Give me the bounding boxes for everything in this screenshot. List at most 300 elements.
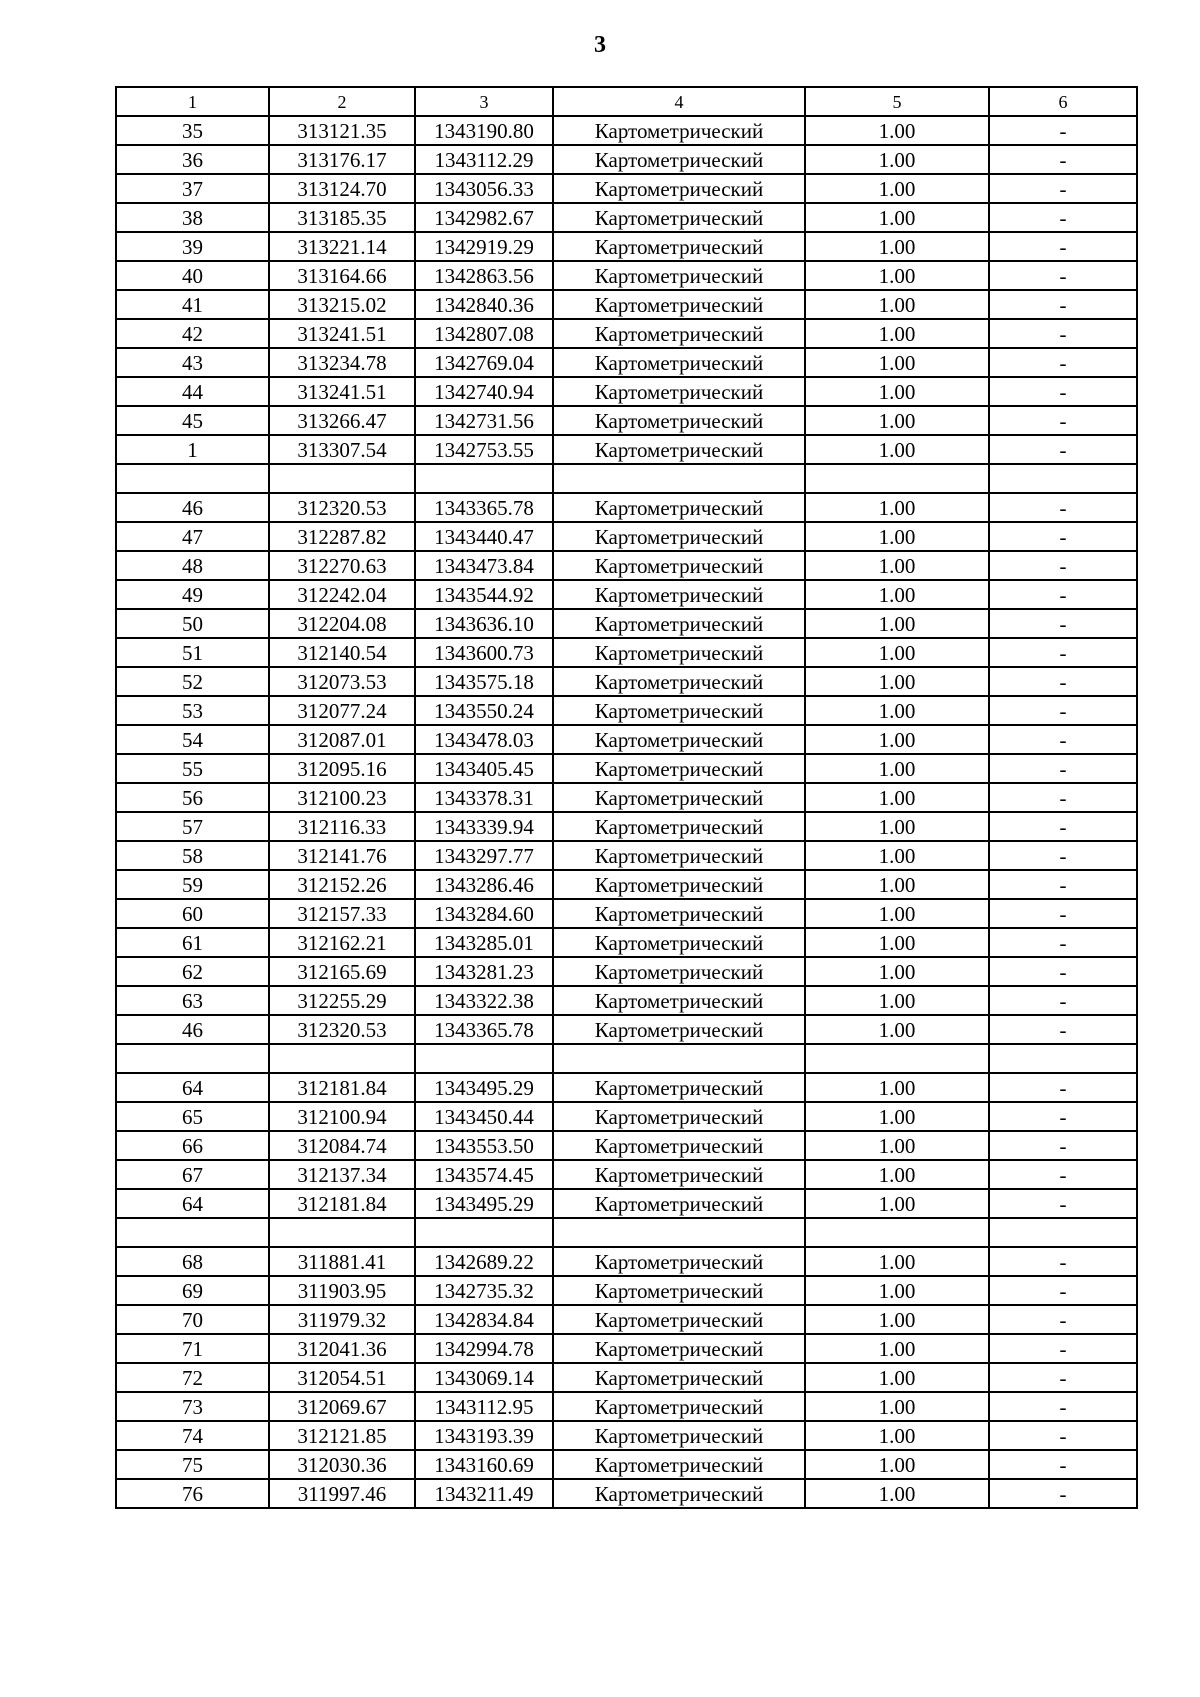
method-cell: Картометрический [553, 667, 805, 696]
accuracy-cell [805, 464, 989, 493]
accuracy-cell: 1.00 [805, 203, 989, 232]
x-coordinate-cell: 313215.02 [269, 290, 415, 319]
x-coordinate-cell: 313241.51 [269, 319, 415, 348]
point-number-cell: 67 [116, 1160, 269, 1189]
table-row [116, 1073, 1137, 1102]
point-number-cell: 45 [116, 406, 269, 435]
accuracy-cell: 1.00 [805, 174, 989, 203]
method-cell: Картометрический [553, 1421, 805, 1450]
point-number-cell: 68 [116, 1247, 269, 1276]
method-cell: Картометрический [553, 1073, 805, 1102]
y-coordinate-cell: 1343544.92 [415, 580, 553, 609]
accuracy-cell: 1.00 [805, 986, 989, 1015]
y-coordinate-cell: 1343478.03 [415, 725, 553, 754]
accuracy-cell: 1.00 [805, 522, 989, 551]
method-cell: Картометрический [553, 841, 805, 870]
accuracy-cell: 1.00 [805, 754, 989, 783]
y-coordinate-cell: 1342735.32 [415, 1276, 553, 1305]
y-coordinate-cell: 1343285.01 [415, 928, 553, 957]
method-cell: Картометрический [553, 116, 805, 145]
point-number-cell: 42 [116, 319, 269, 348]
x-coordinate-cell: 313164.66 [269, 261, 415, 290]
x-coordinate-cell [269, 464, 415, 493]
note-cell: - [989, 580, 1137, 609]
method-cell: Картометрический [553, 435, 805, 464]
table-row [116, 1450, 1137, 1479]
point-number-cell: 59 [116, 870, 269, 899]
note-cell: - [989, 1131, 1137, 1160]
y-coordinate-cell [415, 1044, 553, 1073]
x-coordinate-cell: 312077.24 [269, 696, 415, 725]
note-cell: - [989, 232, 1137, 261]
x-coordinate-cell: 312084.74 [269, 1131, 415, 1160]
note-cell: - [989, 725, 1137, 754]
accuracy-cell: 1.00 [805, 1479, 989, 1508]
point-number-cell: 46 [116, 1015, 269, 1044]
point-number-cell: 35 [116, 116, 269, 145]
table-row [116, 1131, 1137, 1160]
x-coordinate-cell: 312073.53 [269, 667, 415, 696]
table-row [116, 1392, 1137, 1421]
accuracy-cell: 1.00 [805, 1276, 989, 1305]
note-cell: - [989, 783, 1137, 812]
table-row [116, 319, 1137, 348]
point-number-cell: 44 [116, 377, 269, 406]
point-number-cell: 49 [116, 580, 269, 609]
point-number-cell: 74 [116, 1421, 269, 1450]
note-cell: - [989, 1334, 1137, 1363]
accuracy-cell: 1.00 [805, 899, 989, 928]
accuracy-cell: 1.00 [805, 783, 989, 812]
table-row [116, 899, 1137, 928]
y-coordinate-cell: 1343284.60 [415, 899, 553, 928]
table-row [116, 261, 1137, 290]
y-coordinate-cell: 1343495.29 [415, 1189, 553, 1218]
table-row [116, 783, 1137, 812]
note-cell: - [989, 1189, 1137, 1218]
point-number-cell: 56 [116, 783, 269, 812]
note-cell: - [989, 928, 1137, 957]
x-coordinate-cell: 312157.33 [269, 899, 415, 928]
accuracy-cell: 1.00 [805, 841, 989, 870]
accuracy-cell: 1.00 [805, 638, 989, 667]
table-row [116, 290, 1137, 319]
method-cell: Картометрический [553, 1102, 805, 1131]
point-number-cell: 38 [116, 203, 269, 232]
method-cell: Картометрический [553, 928, 805, 957]
method-cell: Картометрический [553, 348, 805, 377]
note-cell: - [989, 551, 1137, 580]
y-coordinate-cell: 1343405.45 [415, 754, 553, 783]
x-coordinate-cell: 312116.33 [269, 812, 415, 841]
y-coordinate-cell: 1342994.78 [415, 1334, 553, 1363]
table-row [116, 232, 1137, 261]
accuracy-cell: 1.00 [805, 1102, 989, 1131]
table-row [116, 841, 1137, 870]
note-cell: - [989, 174, 1137, 203]
point-number-cell [116, 1218, 269, 1247]
table-row [116, 435, 1137, 464]
method-cell: Картометрический [553, 899, 805, 928]
x-coordinate-cell: 312141.76 [269, 841, 415, 870]
method-cell: Картометрический [553, 609, 805, 638]
y-coordinate-cell: 1342740.94 [415, 377, 553, 406]
accuracy-cell: 1.00 [805, 1131, 989, 1160]
table-row [116, 203, 1137, 232]
point-number-cell: 58 [116, 841, 269, 870]
point-number-cell: 37 [116, 174, 269, 203]
y-coordinate-cell: 1343193.39 [415, 1421, 553, 1450]
x-coordinate-cell: 312041.36 [269, 1334, 415, 1363]
y-coordinate-cell: 1343190.80 [415, 116, 553, 145]
y-coordinate-cell: 1342769.04 [415, 348, 553, 377]
y-coordinate-cell: 1342834.84 [415, 1305, 553, 1334]
accuracy-cell: 1.00 [805, 870, 989, 899]
accuracy-cell: 1.00 [805, 1015, 989, 1044]
table-row [116, 638, 1137, 667]
x-coordinate-cell: 312242.04 [269, 580, 415, 609]
table-row [116, 957, 1137, 986]
x-coordinate-cell: 313266.47 [269, 406, 415, 435]
table-row [116, 1276, 1137, 1305]
method-cell: Картометрический [553, 870, 805, 899]
y-coordinate-cell: 1342840.36 [415, 290, 553, 319]
table-row [116, 1189, 1137, 1218]
x-coordinate-cell: 313234.78 [269, 348, 415, 377]
table-row [116, 522, 1137, 551]
note-cell: - [989, 870, 1137, 899]
table-row [116, 1421, 1137, 1450]
point-number-cell: 1 [116, 435, 269, 464]
note-cell: - [989, 899, 1137, 928]
note-cell: - [989, 290, 1137, 319]
table-spacer-row [116, 1218, 1137, 1247]
accuracy-cell: 1.00 [805, 580, 989, 609]
table-row [116, 1305, 1137, 1334]
y-coordinate-cell: 1342807.08 [415, 319, 553, 348]
x-coordinate-cell: 313185.35 [269, 203, 415, 232]
point-number-cell: 57 [116, 812, 269, 841]
method-cell: Картометрический [553, 522, 805, 551]
method-cell: Картометрический [553, 174, 805, 203]
note-cell: - [989, 986, 1137, 1015]
method-cell: Картометрический [553, 1450, 805, 1479]
point-number-cell: 39 [116, 232, 269, 261]
point-number-cell: 60 [116, 899, 269, 928]
y-coordinate-cell: 1342731.56 [415, 406, 553, 435]
y-coordinate-cell: 1343056.33 [415, 174, 553, 203]
y-coordinate-cell: 1343365.78 [415, 493, 553, 522]
accuracy-cell [805, 1044, 989, 1073]
method-cell: Картометрический [553, 493, 805, 522]
accuracy-cell: 1.00 [805, 1247, 989, 1276]
method-cell: Картометрический [553, 232, 805, 261]
table-row [116, 551, 1137, 580]
x-coordinate-cell: 311881.41 [269, 1247, 415, 1276]
table-spacer-row [116, 1044, 1137, 1073]
point-number-cell: 51 [116, 638, 269, 667]
y-coordinate-cell: 1342863.56 [415, 261, 553, 290]
method-cell: Картометрический [553, 377, 805, 406]
note-cell: - [989, 638, 1137, 667]
y-coordinate-cell: 1343574.45 [415, 1160, 553, 1189]
point-number-cell: 71 [116, 1334, 269, 1363]
table-row [116, 174, 1137, 203]
y-coordinate-cell: 1343440.47 [415, 522, 553, 551]
accuracy-cell: 1.00 [805, 609, 989, 638]
point-number-cell: 70 [116, 1305, 269, 1334]
method-cell: Картометрический [553, 1305, 805, 1334]
method-cell: Картометрический [553, 812, 805, 841]
accuracy-cell: 5 [805, 87, 989, 116]
accuracy-cell: 1.00 [805, 145, 989, 174]
note-cell: - [989, 1015, 1137, 1044]
accuracy-cell: 1.00 [805, 377, 989, 406]
y-coordinate-cell: 1342982.67 [415, 203, 553, 232]
page-number: 3 [594, 32, 606, 58]
method-cell: Картометрический [553, 1189, 805, 1218]
point-number-cell: 36 [116, 145, 269, 174]
table-row [116, 812, 1137, 841]
note-cell: - [989, 1276, 1137, 1305]
table-row [116, 580, 1137, 609]
y-coordinate-cell: 1342689.22 [415, 1247, 553, 1276]
x-coordinate-cell: 311903.95 [269, 1276, 415, 1305]
y-coordinate-cell: 1343211.49 [415, 1479, 553, 1508]
accuracy-cell: 1.00 [805, 319, 989, 348]
method-cell: Картометрический [553, 1247, 805, 1276]
note-cell [989, 464, 1137, 493]
point-number-cell: 52 [116, 667, 269, 696]
x-coordinate-cell [269, 1044, 415, 1073]
table-row [116, 116, 1137, 145]
method-cell: 4 [553, 87, 805, 116]
x-coordinate-cell: 313124.70 [269, 174, 415, 203]
method-cell: Картометрический [553, 957, 805, 986]
point-number-cell: 43 [116, 348, 269, 377]
x-coordinate-cell: 313241.51 [269, 377, 415, 406]
y-coordinate-cell: 1343600.73 [415, 638, 553, 667]
y-coordinate-cell: 3 [415, 87, 553, 116]
point-number-cell: 64 [116, 1073, 269, 1102]
table-row [116, 1363, 1137, 1392]
method-cell: Картометрический [553, 1015, 805, 1044]
x-coordinate-cell: 312320.53 [269, 1015, 415, 1044]
method-cell: Картометрический [553, 1363, 805, 1392]
accuracy-cell: 1.00 [805, 1073, 989, 1102]
x-coordinate-cell: 312181.84 [269, 1189, 415, 1218]
method-cell: Картометрический [553, 203, 805, 232]
method-cell [553, 1044, 805, 1073]
note-cell: - [989, 1392, 1137, 1421]
table-row [116, 870, 1137, 899]
table-row [116, 986, 1137, 1015]
y-coordinate-cell: 1343112.95 [415, 1392, 553, 1421]
table-row [116, 145, 1137, 174]
method-cell: Картометрический [553, 406, 805, 435]
method-cell: Картометрический [553, 638, 805, 667]
table-row [116, 1334, 1137, 1363]
table-row [116, 1015, 1137, 1044]
note-cell [989, 1218, 1137, 1247]
method-cell: Картометрический [553, 1276, 805, 1305]
y-coordinate-cell: 1343378.31 [415, 783, 553, 812]
note-cell: - [989, 435, 1137, 464]
y-coordinate-cell: 1342919.29 [415, 232, 553, 261]
x-coordinate-cell: 311997.46 [269, 1479, 415, 1508]
method-cell: Картометрический [553, 1479, 805, 1508]
accuracy-cell: 1.00 [805, 435, 989, 464]
y-coordinate-cell: 1343553.50 [415, 1131, 553, 1160]
table-spacer-row [116, 464, 1137, 493]
point-number-cell: 66 [116, 1131, 269, 1160]
note-cell: - [989, 667, 1137, 696]
method-cell: Картометрический [553, 1334, 805, 1363]
note-cell: - [989, 1421, 1137, 1450]
method-cell: Картометрический [553, 261, 805, 290]
x-coordinate-cell: 312255.29 [269, 986, 415, 1015]
method-cell: Картометрический [553, 725, 805, 754]
coordinates-table [115, 86, 1138, 1509]
point-number-cell: 62 [116, 957, 269, 986]
point-number-cell: 1 [116, 87, 269, 116]
note-cell: - [989, 1102, 1137, 1131]
y-coordinate-cell: 1343112.29 [415, 145, 553, 174]
y-coordinate-cell [415, 464, 553, 493]
table-row [116, 696, 1137, 725]
point-number-cell [116, 1044, 269, 1073]
point-number-cell: 65 [116, 1102, 269, 1131]
table-row [116, 609, 1137, 638]
x-coordinate-cell: 312204.08 [269, 609, 415, 638]
method-cell: Картометрический [553, 696, 805, 725]
x-coordinate-cell: 312095.16 [269, 754, 415, 783]
point-number-cell: 72 [116, 1363, 269, 1392]
x-coordinate-cell: 312181.84 [269, 1073, 415, 1102]
y-coordinate-cell: 1343450.44 [415, 1102, 553, 1131]
point-number-cell: 63 [116, 986, 269, 1015]
x-coordinate-cell: 312270.63 [269, 551, 415, 580]
accuracy-cell: 1.00 [805, 1421, 989, 1450]
table-row [116, 377, 1137, 406]
note-cell: - [989, 841, 1137, 870]
point-number-cell: 54 [116, 725, 269, 754]
x-coordinate-cell: 312165.69 [269, 957, 415, 986]
accuracy-cell: 1.00 [805, 1160, 989, 1189]
note-cell: - [989, 609, 1137, 638]
accuracy-cell: 1.00 [805, 116, 989, 145]
x-coordinate-cell: 313121.35 [269, 116, 415, 145]
x-coordinate-cell: 313307.54 [269, 435, 415, 464]
y-coordinate-cell: 1342753.55 [415, 435, 553, 464]
accuracy-cell: 1.00 [805, 1392, 989, 1421]
y-coordinate-cell: 1343339.94 [415, 812, 553, 841]
method-cell [553, 1218, 805, 1247]
accuracy-cell: 1.00 [805, 1305, 989, 1334]
point-number-cell: 48 [116, 551, 269, 580]
table-row [116, 348, 1137, 377]
x-coordinate-cell: 312030.36 [269, 1450, 415, 1479]
note-cell: - [989, 116, 1137, 145]
y-coordinate-cell [415, 1218, 553, 1247]
x-coordinate-cell: 312137.34 [269, 1160, 415, 1189]
point-number-cell: 50 [116, 609, 269, 638]
x-coordinate-cell: 312121.85 [269, 1421, 415, 1450]
table-body [116, 87, 1137, 1508]
point-number-cell: 75 [116, 1450, 269, 1479]
note-cell: - [989, 754, 1137, 783]
x-coordinate-cell: 312054.51 [269, 1363, 415, 1392]
point-number-cell: 61 [116, 928, 269, 957]
method-cell: Картометрический [553, 319, 805, 348]
accuracy-cell: 1.00 [805, 348, 989, 377]
accuracy-cell: 1.00 [805, 290, 989, 319]
note-cell [989, 1044, 1137, 1073]
table-row [116, 1247, 1137, 1276]
x-coordinate-cell: 312087.01 [269, 725, 415, 754]
method-cell: Картометрический [553, 754, 805, 783]
point-number-cell: 40 [116, 261, 269, 290]
y-coordinate-cell: 1343636.10 [415, 609, 553, 638]
accuracy-cell: 1.00 [805, 928, 989, 957]
table-row [116, 725, 1137, 754]
table-header-row [116, 87, 1137, 116]
point-number-cell: 53 [116, 696, 269, 725]
point-number-cell: 47 [116, 522, 269, 551]
table-row [116, 1102, 1137, 1131]
y-coordinate-cell: 1343297.77 [415, 841, 553, 870]
note-cell: - [989, 957, 1137, 986]
method-cell: Картометрический [553, 551, 805, 580]
note-cell: - [989, 1247, 1137, 1276]
point-number-cell: 76 [116, 1479, 269, 1508]
x-coordinate-cell: 312100.94 [269, 1102, 415, 1131]
table-row [116, 754, 1137, 783]
accuracy-cell: 1.00 [805, 493, 989, 522]
x-coordinate-cell: 313221.14 [269, 232, 415, 261]
y-coordinate-cell: 1343575.18 [415, 667, 553, 696]
note-cell: - [989, 1363, 1137, 1392]
accuracy-cell: 1.00 [805, 667, 989, 696]
y-coordinate-cell: 1343473.84 [415, 551, 553, 580]
x-coordinate-cell: 312140.54 [269, 638, 415, 667]
method-cell: Картометрический [553, 290, 805, 319]
y-coordinate-cell: 1343550.24 [415, 696, 553, 725]
note-cell: - [989, 377, 1137, 406]
y-coordinate-cell: 1343495.29 [415, 1073, 553, 1102]
method-cell: Картометрический [553, 1131, 805, 1160]
note-cell: - [989, 319, 1137, 348]
note-cell: - [989, 696, 1137, 725]
note-cell: - [989, 1073, 1137, 1102]
y-coordinate-cell: 1343286.46 [415, 870, 553, 899]
accuracy-cell: 1.00 [805, 1450, 989, 1479]
x-coordinate-cell: 312162.21 [269, 928, 415, 957]
note-cell: - [989, 1450, 1137, 1479]
table-row [116, 667, 1137, 696]
point-number-cell: 64 [116, 1189, 269, 1218]
note-cell: - [989, 1479, 1137, 1508]
note-cell: 6 [989, 87, 1137, 116]
x-coordinate-cell: 312320.53 [269, 493, 415, 522]
accuracy-cell: 1.00 [805, 696, 989, 725]
accuracy-cell: 1.00 [805, 232, 989, 261]
point-number-cell: 46 [116, 493, 269, 522]
accuracy-cell: 1.00 [805, 1189, 989, 1218]
note-cell: - [989, 1305, 1137, 1334]
point-number-cell [116, 464, 269, 493]
accuracy-cell: 1.00 [805, 406, 989, 435]
